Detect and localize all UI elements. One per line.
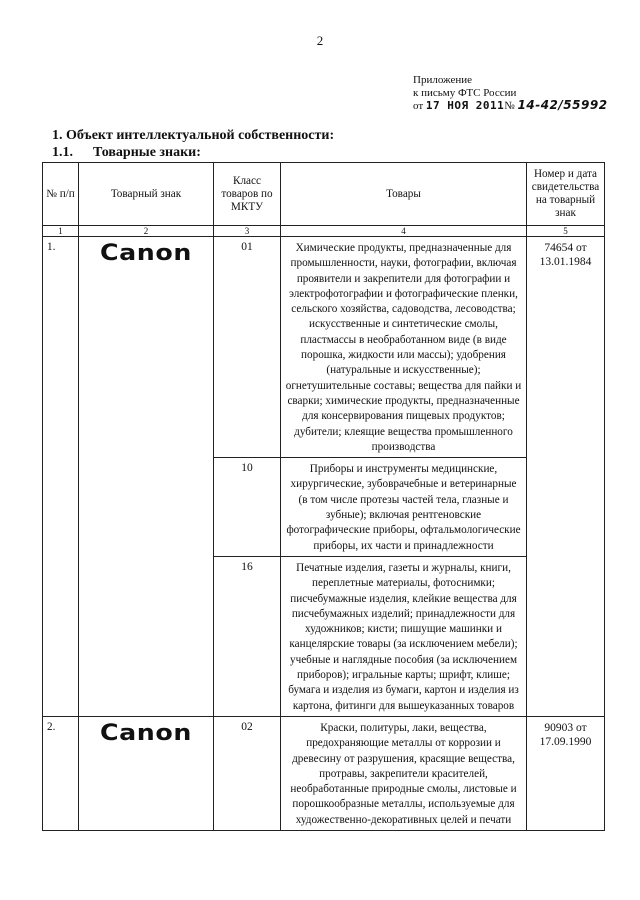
appendix-number-sign: №	[504, 100, 515, 112]
header-goods: Товары	[281, 163, 527, 226]
header-num: № п/п	[43, 163, 79, 226]
goods-cell: Печатные изделия, газеты и журналы, книги, переплетные материалы, фотоснимки; писчебумажные изделия, клейкие вещества для писчебумажных изделий; принадлежности для художников; кисти; пишущие машинки и канцелярские товары (за исключением мебели); учебные и наглядные пособия (за исключением приборов); игральные карты; шрифт, клише; бумага и изделия из бумаги, картон и изделия из картона, фитинги для вышеуказанных товаров	[281, 556, 527, 716]
subsection-title: Товарные знаки:	[93, 145, 201, 160]
trademark-cell	[79, 237, 214, 717]
appendix-handwritten-number: 14-42/55992	[517, 98, 608, 112]
section-heading: 1. Объект интеллектуальной собственности:	[52, 128, 335, 143]
table-row	[43, 716, 605, 830]
column-number: 4	[281, 226, 527, 237]
header-class: Класс товаров по МКТУ	[214, 163, 281, 226]
certificate-cell: 90903 от 17.09.1990	[527, 716, 605, 830]
canon-logo: Canon	[100, 720, 192, 746]
subsection-number: 1.1.	[52, 145, 73, 160]
table-row	[43, 237, 605, 458]
appendix-prefix: от	[413, 100, 424, 112]
appendix-line-3	[413, 99, 608, 113]
canon-logo: Canon	[100, 241, 192, 266]
goods-cell: Приборы и инструменты медицинские, хирургические, зубоврачебные и ветеринарные (в том числе протезы частей тела, глазные и зубные); включая рентгеновские фотографические приборы, офтальмологические приборы, их части и принадлежности	[281, 458, 527, 557]
row-number: 2.	[43, 716, 79, 830]
row-number: 1.	[43, 237, 79, 717]
appendix-line-1: Приложение	[413, 74, 473, 86]
goods-cell: Химические продукты, предназначенные для промышленности, науки, фотографии, включая проявители и закрепители для фотографии и электрофотографии и фотографические пленки, сельского хозяйства, садоводства, лесоводства; искусственные и синтетические смолы, пластмассы в необработанном виде (в виде порошка, жидкости или массы); удобрения (натуральные и искусственные); огнетушительные составы; вещества для пайки и сварки; химические продукты, предназначенные для консервирования пищевых продуктов; дубители; клеящие вещества промышленного производства	[281, 237, 527, 458]
column-number: 1	[43, 226, 79, 237]
column-number-row	[43, 226, 605, 237]
goods-cell: Краски, политуры, лаки, вещества, предохраняющие металлы от коррозии и древесину от разрушения, красящие вещества, протравы, закрепители красителей, необработанные природные смолы, листовые и порошкообразные металлы, используемые для художественно-декоративных целей и печати	[281, 716, 527, 830]
appendix-block	[413, 74, 608, 113]
header-mark: Товарный знак	[79, 163, 214, 226]
trademarks-table	[42, 162, 605, 831]
appendix-line-2: к письму ФТС России	[413, 86, 517, 99]
column-number: 2	[79, 226, 214, 237]
page-number: 2	[316, 33, 324, 48]
class-cell: 01	[214, 237, 281, 458]
subsection-heading	[52, 145, 201, 161]
appendix-date-stamp: 17 НОЯ 2011	[425, 99, 505, 112]
trademark-cell	[79, 716, 214, 830]
column-number: 5	[527, 226, 605, 237]
column-number: 3	[214, 226, 281, 237]
class-cell: 02	[214, 716, 281, 830]
header-cert: Номер и дата свидетельства на товарный знак	[527, 163, 605, 226]
class-cell: 16	[214, 556, 281, 716]
class-cell: 10	[214, 458, 281, 557]
certificate-cell: 74654 от 13.01.1984	[527, 237, 605, 717]
table-header-row	[43, 163, 605, 226]
